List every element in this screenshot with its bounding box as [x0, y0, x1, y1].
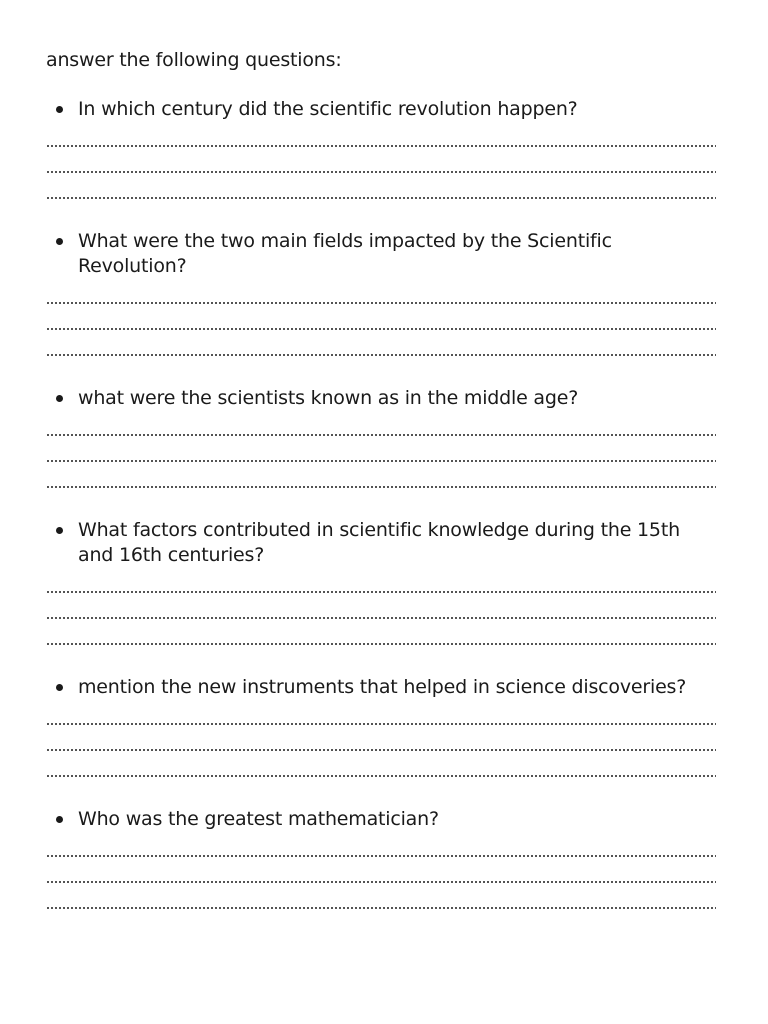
bullet-icon — [56, 238, 63, 245]
worksheet — [46, 48, 716, 914]
question-block-3 — [46, 386, 716, 493]
question-block-2 — [46, 229, 716, 361]
question-text: Who was the greatest mathematician? — [78, 808, 439, 830]
answer-line[interactable] — [46, 862, 716, 888]
answer-lines — [46, 283, 716, 361]
answer-line[interactable] — [46, 888, 716, 914]
question-4 — [46, 518, 716, 568]
answer-line[interactable] — [46, 624, 716, 650]
answer-lines — [46, 415, 716, 493]
question-block-1 — [46, 97, 716, 204]
answer-lines — [46, 572, 716, 650]
question-block-6 — [46, 807, 716, 914]
question-1 — [46, 97, 716, 122]
answer-line[interactable] — [46, 572, 716, 598]
bullet-icon — [56, 395, 63, 402]
answer-line[interactable] — [46, 441, 716, 467]
answer-line[interactable] — [46, 467, 716, 493]
question-text: What were the two main fields impacted by the Scientific Revolution? — [78, 230, 612, 277]
question-3 — [46, 386, 716, 411]
answer-line[interactable] — [46, 415, 716, 441]
answer-line[interactable] — [46, 730, 716, 756]
question-6 — [46, 807, 716, 832]
answer-line[interactable] — [46, 598, 716, 624]
answer-line[interactable] — [46, 836, 716, 862]
answer-lines — [46, 126, 716, 204]
bullet-icon — [56, 684, 63, 691]
answer-line[interactable] — [46, 704, 716, 730]
question-text: In which century did the scientific revolution happen? — [78, 98, 578, 120]
answer-line[interactable] — [46, 283, 716, 309]
question-block-5 — [46, 675, 716, 782]
answer-lines — [46, 836, 716, 914]
question-text: What factors contributed in scientific knowledge during the 15th and 16th centuries? — [78, 519, 680, 566]
bullet-icon — [56, 106, 63, 113]
answer-line[interactable] — [46, 178, 716, 204]
question-2 — [46, 229, 716, 279]
answer-lines — [46, 704, 716, 782]
answer-line[interactable] — [46, 126, 716, 152]
answer-line[interactable] — [46, 152, 716, 178]
question-text: mention the new instruments that helped in science discoveries? — [78, 676, 687, 698]
answer-line[interactable] — [46, 756, 716, 782]
answer-line[interactable] — [46, 309, 716, 335]
question-block-4 — [46, 518, 716, 650]
bullet-icon — [56, 527, 63, 534]
bullet-icon — [56, 816, 63, 823]
answer-line[interactable] — [46, 335, 716, 361]
question-text: what were the scientists known as in the middle age? — [78, 387, 579, 409]
question-5 — [46, 675, 716, 700]
instructions: answer the following questions: — [46, 49, 342, 71]
